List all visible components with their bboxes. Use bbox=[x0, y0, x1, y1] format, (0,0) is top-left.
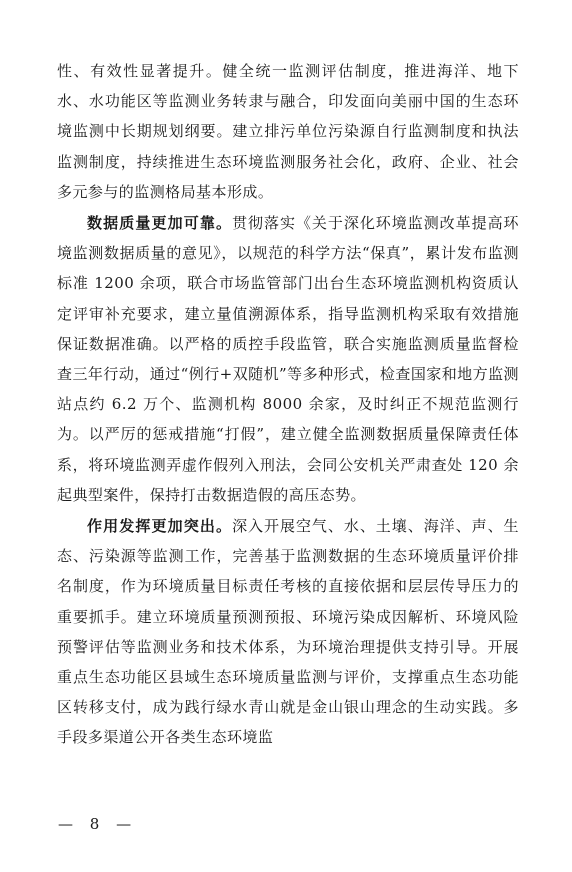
paragraph-lead-heading: 数据质量更加可靠。 bbox=[87, 214, 233, 233]
paragraph-text: 深入开展空气、水、土壤、海洋、声、生态、污染源等监测工作，完善基于监测数据的生态环境质量评价排名制度，作为环境质量目标责任考核的直接依据和层层传导压力的重要抓手。建立环境质量预测预报、环境污染成因解析、环境风险预警评估等监测业务和技术体系，为环境治理提供支持引导。开展重点生态功能区县域生态环境质量监测与评价，支撑重点生态功能区转移支付，成为践行绿水青山就是金山银山理念的生动实践。多手段多渠道公开各类生态环境监 bbox=[57, 517, 519, 747]
paragraph-role bbox=[57, 511, 519, 753]
paragraph-text: 贯彻落实《关于深化环境监测改革提高环境监测数据质量的意见》，以规范的科学方法“保真”，累计发布监测标准 1200 余项，联合市场监管部门出台生态环境监测机构资质认定评审补充要求，建立量值溯源体系，指导监测机构采取有效措施保证数据准确。以严格的质控手段监管，联合实施监测质量监督检查三年行动，通过“例行+双随机”等多种形式，检查国家和地方监测站点约 6.2 万个、监测机构 8000 余家，及时纠正不规范监测行为。以严厉的惩戒措施“打假”，建立健全监测数据质量保障责任体系，将环境监测弄虚作假列入刑法，会同公安机关严肃查处 120 余起典型案件，保持打击数据造假的高压态势。 bbox=[57, 214, 519, 504]
paragraph-continuation bbox=[57, 56, 519, 207]
paragraph-text: 性、有效性显著提升。健全统一监测评估制度，推进海洋、地下水、水功能区等监测业务转隶与融合，印发面向美丽中国的生态环境监测中长期规划纲要。建立排污单位污染源自行监测制度和执法监测制度，持续推进生态环境监测服务社会化，政府、企业、社会多元参与的监测格局基本形成。 bbox=[57, 62, 519, 201]
paragraph-data-quality bbox=[57, 208, 519, 510]
page-number: — 8 — bbox=[58, 815, 138, 833]
body-text bbox=[57, 56, 519, 753]
paragraph-lead-heading: 作用发挥更加突出。 bbox=[87, 517, 233, 536]
